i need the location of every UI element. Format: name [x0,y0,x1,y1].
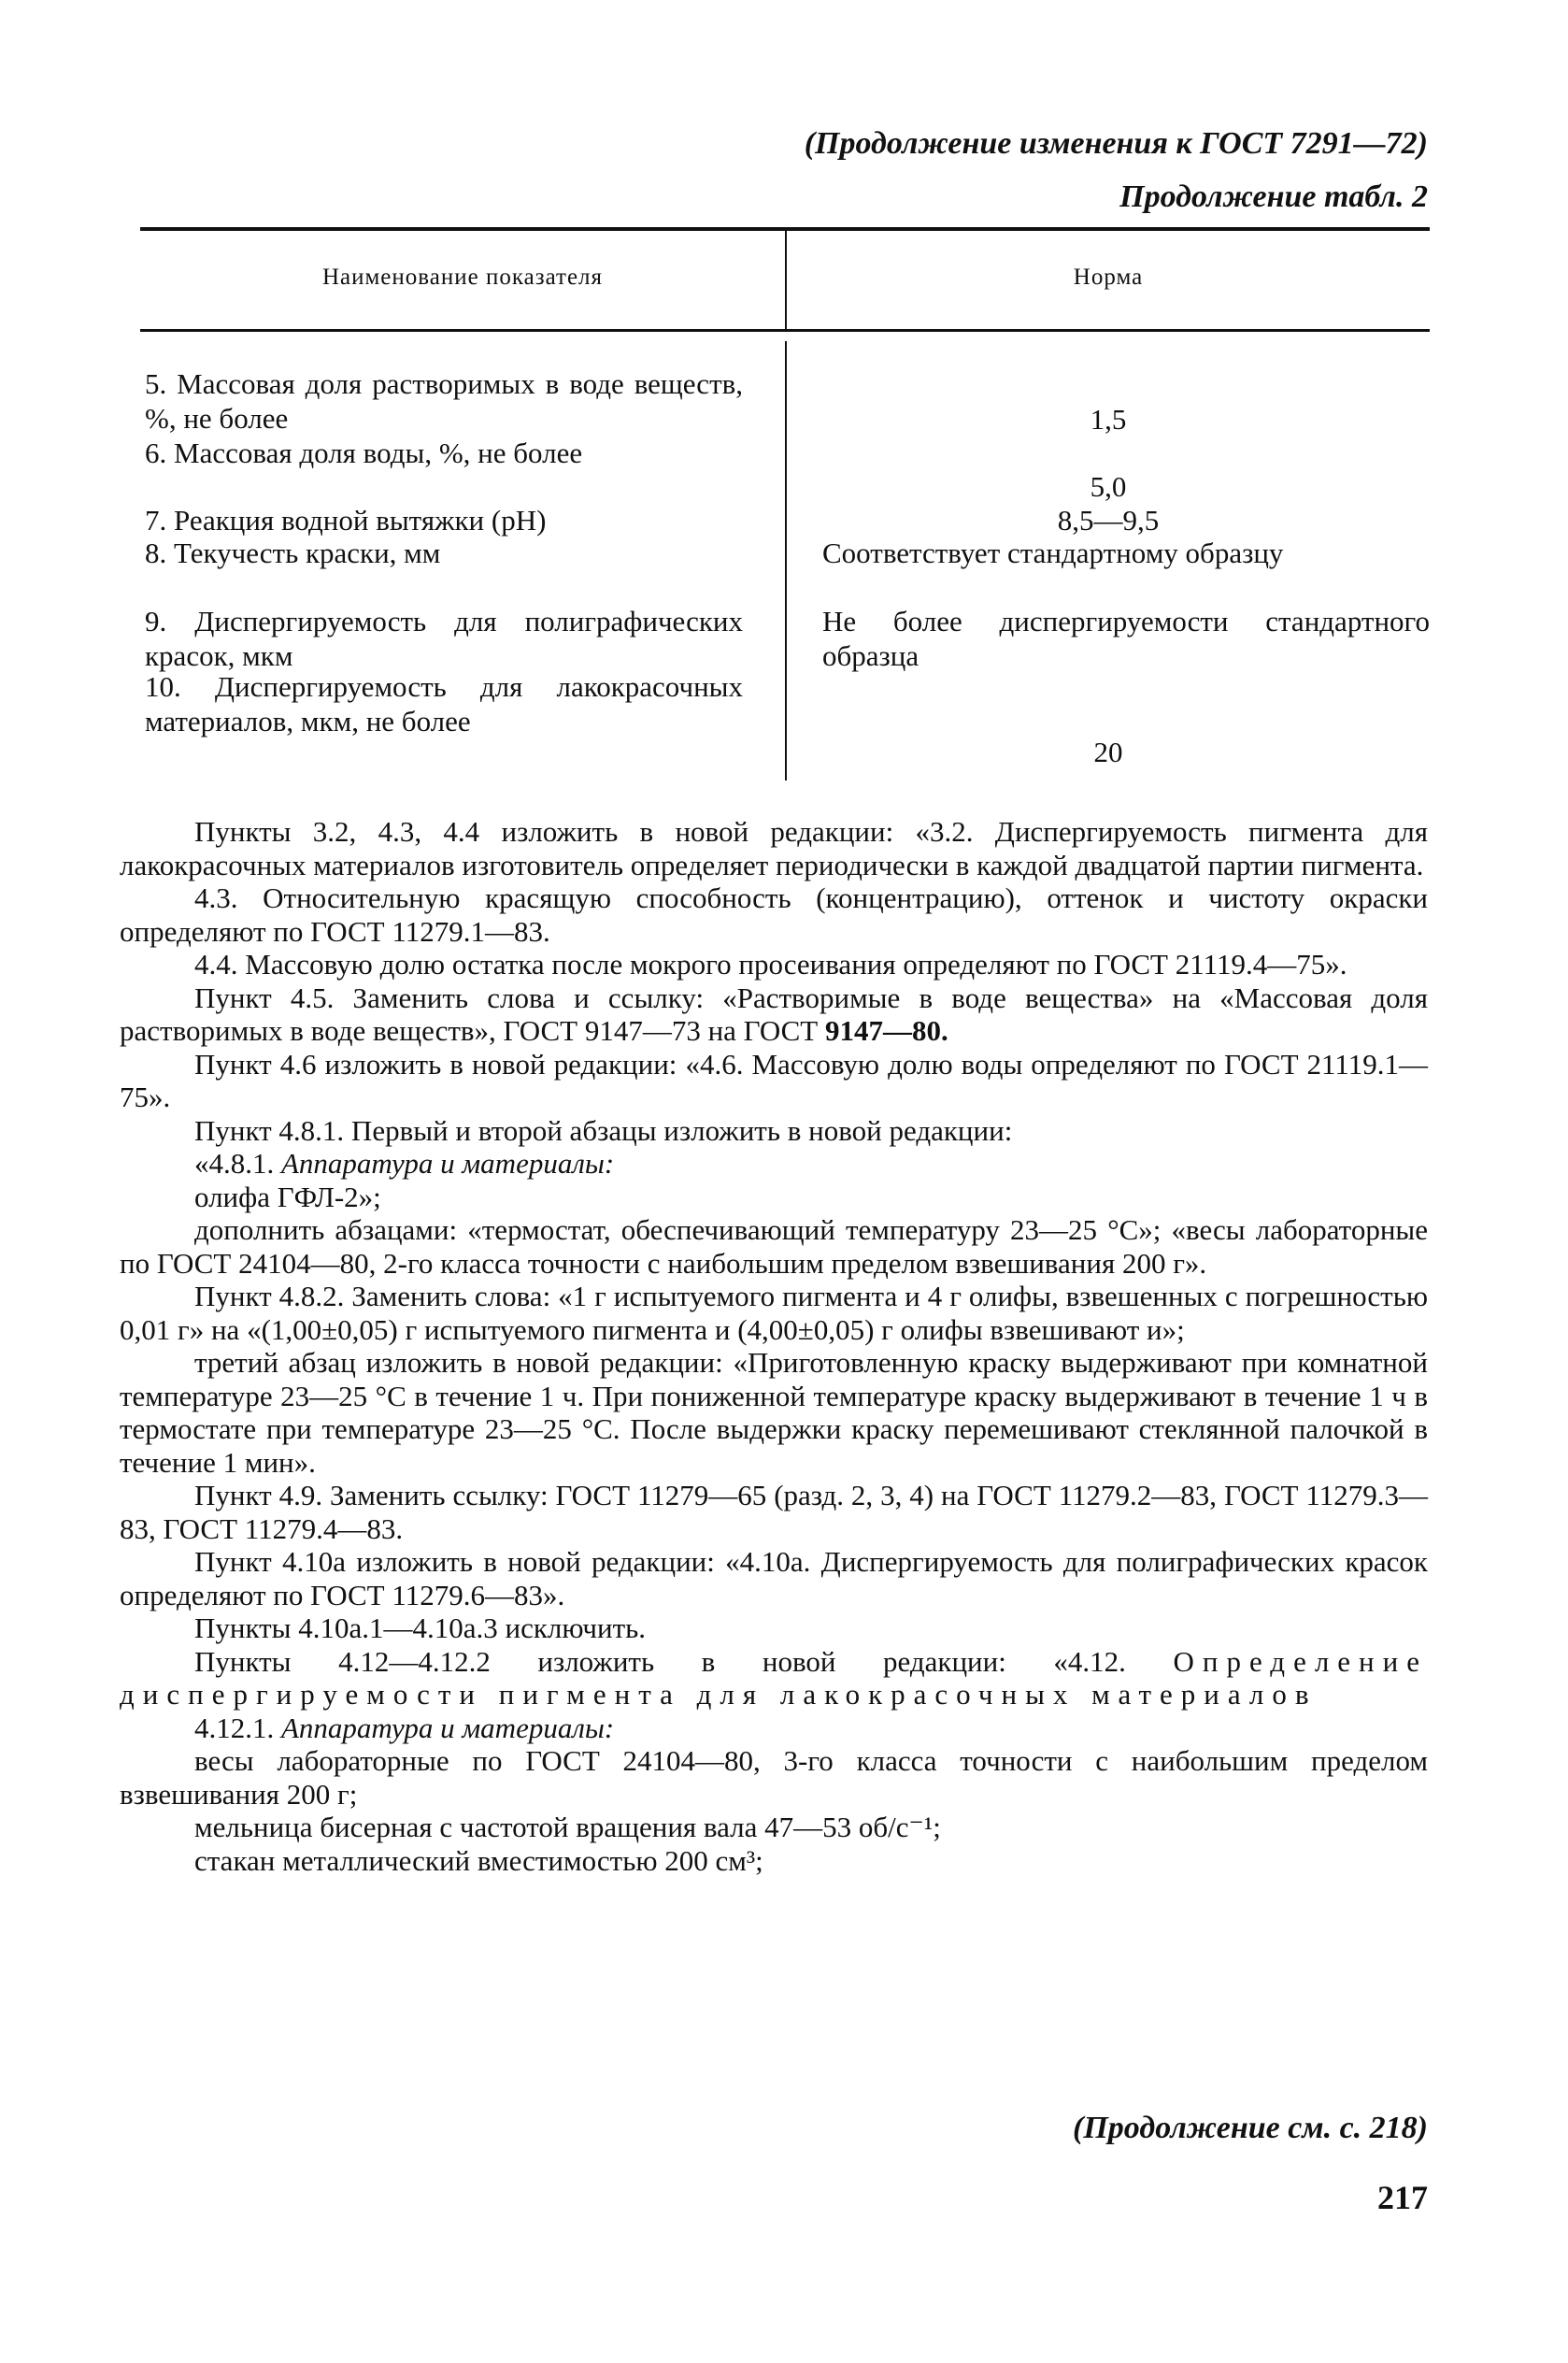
list-item: мельница бисерная с частотой вращения вала 47—53 об/с⁻¹; [194,1811,941,1843]
table-row-value: 20 [1093,736,1123,768]
table-row-name: 8. Текучесть краски, мм [145,537,441,569]
column-header-name: Наименование показателя [321,265,604,290]
paragraph: дополнить абзацами: «термостат, обеспечивающий температуру 23—25 °С»; «весы лабораторные по ГОСТ 24104—80, 2-го класса точности с наибольшим пределом взвешивания 200 г». [120,1213,1428,1280]
paragraph [120,981,1428,1048]
paragraph: Пункты 4.10а.1—4.10а.3 исключить. [194,1611,646,1644]
clause-number: «4.8.1. [194,1147,275,1180]
standard-reference: 9147—80. [824,1014,948,1047]
continuation-header: (Продолжение изменения к ГОСТ 7291—72) [804,126,1428,161]
table-row-value: Соответствует стандартному образцу [822,537,1284,569]
paragraph: 4.4. Массовую долю остатка после мокрого просеивания определяют по ГОСТ 21119.4—75». [194,948,1347,981]
column-header-norm: Норма [1073,265,1144,290]
table-row-value: 5,0 [1090,470,1127,503]
list-item: олифа ГФЛ-2»; [194,1180,381,1213]
paragraph: третий абзац изложить в новой редакции: «Приготовленную краску выдерживают при комнатной температуре 23—25 °С в течение 1 ч. При пониженной температуре краску выдерживают в течение 1 ч в термостате при температуре 23—25 °С. После выдержки краску перемешивают стеклянной палочкой в течение 1 мин». [120,1346,1428,1479]
list-item: весы лабораторные по ГОСТ 24104—80, 3-го класса точности с наибольшим пределом взвешивания 200 г; [120,1744,1428,1811]
table-row-name: 10. Диспергируемость для лакокрасочных материалов, мкм, не более [145,670,743,738]
paragraph: Пункты 3.2, 4.3, 4.4 изложить в новой редакции: «3.2. Диспергируемость пигмента для лакокрасочных материалов изготовитель определяет периодически в каждой двадцатой партии пигмента. [120,815,1428,881]
section-heading: Аппаратура и материалы: [281,1147,615,1180]
paragraph: 4.3. Относительную красящую способность (концентрацию), оттенок и чистоту окраски определяют по ГОСТ 11279.1—83. [120,881,1428,948]
table-row-name: 9. Диспергируемость для полиграфических красок, мкм [145,605,743,672]
table-row-value: 1,5 [1090,403,1127,436]
paragraph: Пункт 4.8.1. Первый и второй абзацы изложить в новой редакции: [194,1113,1013,1147]
paragraph: Пункт 4.8.2. Заменить слова: «1 г испытуемого пигмента и 4 г олифы, взвешенных с погрешностью 0,01 г» на «(1,00±0,05) г испытуемого пигмента и (4,00±0,05) г олифы взвешивают и»; [120,1280,1428,1346]
section-title: Определение диспергируемости пигмента для лакокрасочных материалов [120,1644,1428,1711]
clause-number: 4.12.1. [194,1711,275,1744]
table-row-value: Не более диспергируемости стандартного образца [822,605,1430,672]
table-row-name: 7. Реакция водной вытяжки (рН) [145,504,547,537]
paragraph-text: Пункт 4.5. Заменить слова и ссылку: «Растворимые в воде вещества» на «Массовая доля растворимых в воде веществ», ГОСТ 9147—73 на ГОСТ [120,981,1428,1047]
amendment-body [120,815,1428,1877]
table-row-value: 8,5—9,5 [1057,504,1160,537]
paragraph: Пункт 4.9. Заменить ссылку: ГОСТ 11279—65 (разд. 2, 3, 4) на ГОСТ 11279.2—83, ГОСТ 11279.3—83, ГОСТ 11279.4—83. [120,1479,1428,1545]
table-continuation-label: Продолжение табл. 2 [1119,179,1428,214]
section-heading: Аппаратура и материалы: [281,1711,615,1744]
paragraph: Пункт 4.6 изложить в новой редакции: «4.6. Массовую долю воды определяют по ГОСТ 21119.1—75». [120,1047,1428,1113]
list-item: стакан металлический вместимостью 200 см³; [194,1843,763,1877]
paragraph-text: Пункты 4.12—4.12.2 изложить в новой редакции: «4.12. [194,1644,1126,1678]
paragraph [120,1147,1428,1181]
paragraph [120,1645,1428,1711]
continuation-footer: (Продолжение см. с. 218) [1073,2111,1428,2145]
paragraph: Пункт 4.10а изложить в новой редакции: «4.10а. Диспергируемость для полиграфических красок определяют по ГОСТ 11279.6—83». [120,1545,1428,1611]
page-number: 217 [1377,2179,1428,2216]
paragraph [120,1711,1428,1745]
table-header-rule [140,329,1430,332]
table-row-name: 5. Массовая доля растворимых в воде веществ, %, не более [145,367,743,435]
table-row-name: 6. Массовая доля воды, %, не более [145,437,583,469]
